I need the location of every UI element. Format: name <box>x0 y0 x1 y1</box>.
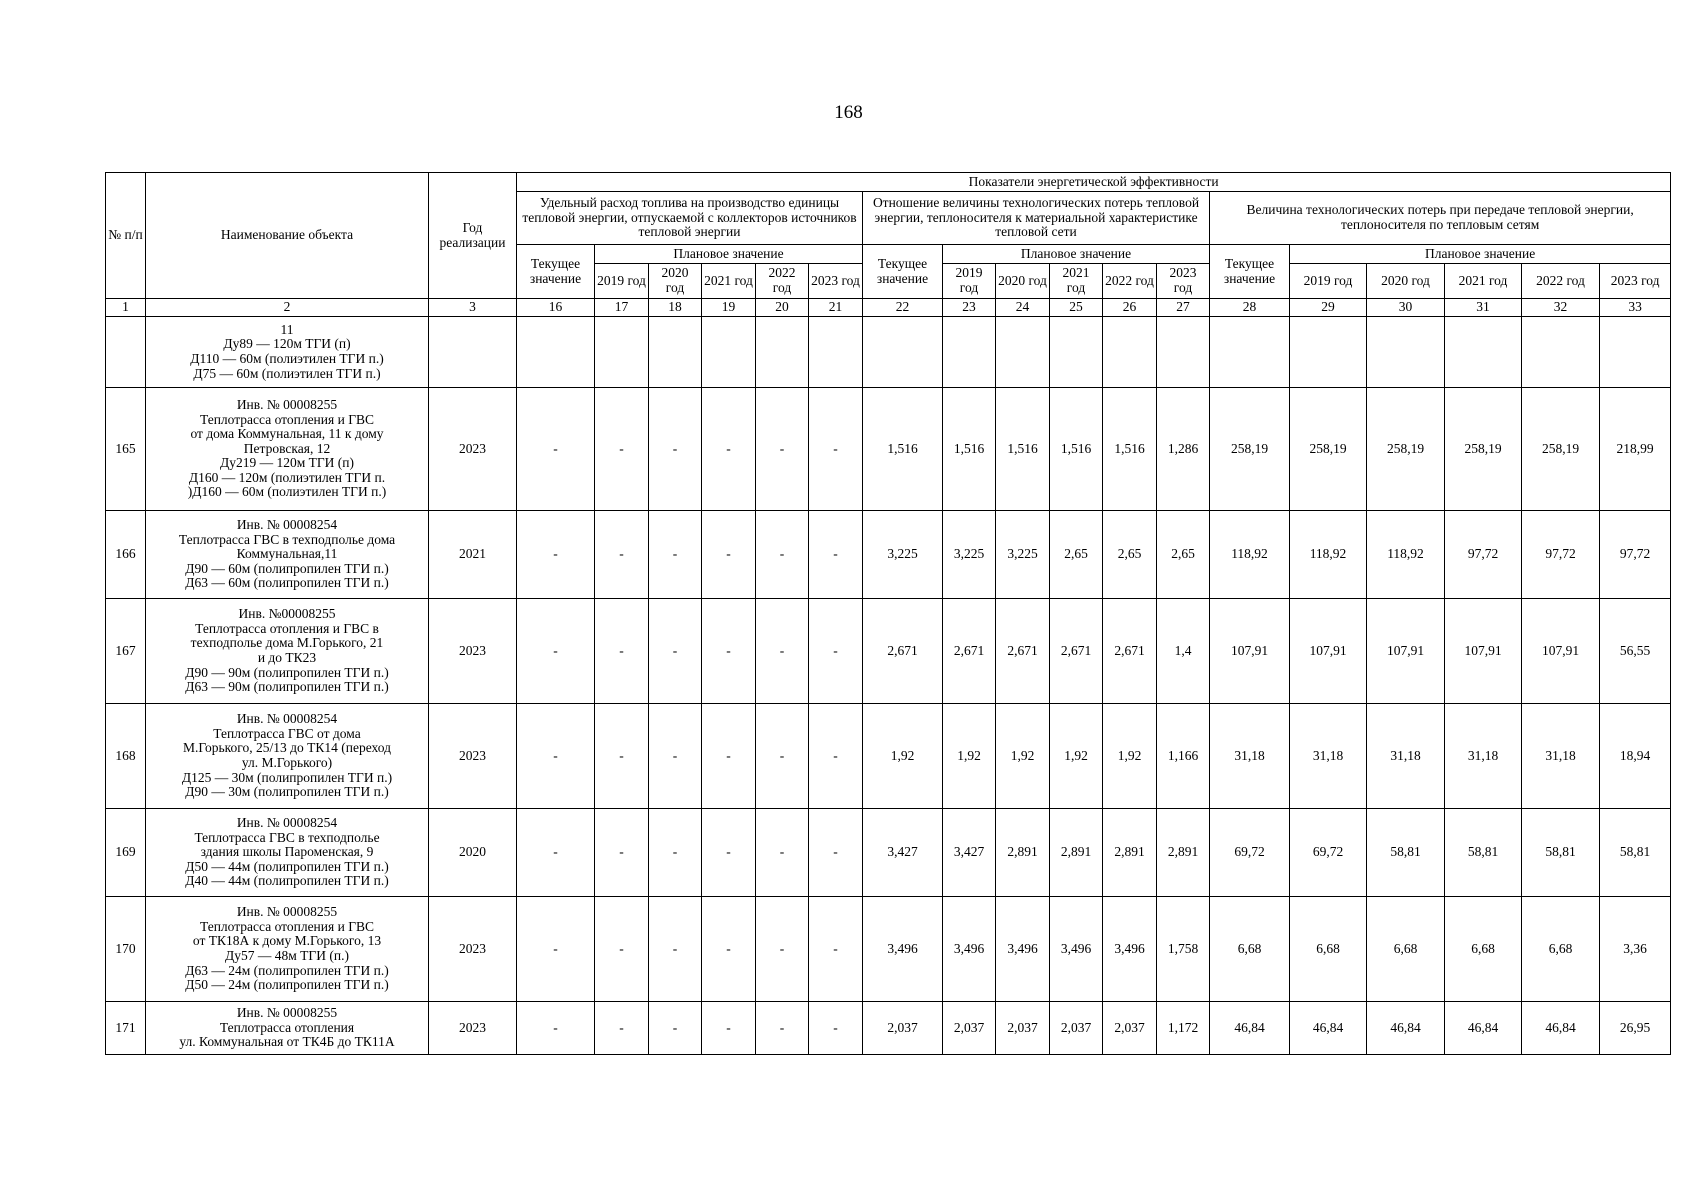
object-name-line: Теплотрасса ГВС от дома <box>213 725 361 741</box>
object-name-line: Теплотрасса отопления и ГВС <box>199 918 375 934</box>
indicator-value <box>809 317 863 388</box>
header-year-col: 2021 год <box>1445 264 1522 299</box>
indicator-value: 107,91 <box>1367 599 1445 704</box>
indicator-value: 31,18 <box>1445 704 1522 809</box>
realization-year: 2023 <box>429 1002 517 1055</box>
indicator-value <box>1445 317 1522 388</box>
indicator-value: 3,427 <box>863 809 943 897</box>
indicator-value: 3,36 <box>1600 897 1671 1002</box>
object-name-line: ул. Коммунальная от ТК4Б до ТК11А <box>179 1034 395 1050</box>
column-number: 3 <box>429 299 517 317</box>
indicator-value: - <box>649 809 702 897</box>
indicator-value: 6,68 <box>1445 897 1522 1002</box>
indicator-value: 1,92 <box>996 704 1050 809</box>
header-year: Год реализации <box>429 173 517 299</box>
indicator-value: 58,81 <box>1522 809 1600 897</box>
indicator-value: 58,81 <box>1445 809 1522 897</box>
indicator-value: 118,92 <box>1367 511 1445 599</box>
row-number: 171 <box>106 1002 146 1055</box>
object-name-line: Д63 — 60м (полипропилен ТГИ п.) <box>185 575 389 591</box>
row-number: 169 <box>106 809 146 897</box>
energy-efficiency-table <box>105 172 1671 1055</box>
indicator-value: 97,72 <box>1445 511 1522 599</box>
indicator-value: 6,68 <box>1210 897 1290 1002</box>
indicator-value: 56,55 <box>1600 599 1671 704</box>
indicator-value: 31,18 <box>1290 704 1367 809</box>
row-number: 170 <box>106 897 146 1002</box>
indicator-value <box>1290 317 1367 388</box>
column-number: 24 <box>996 299 1050 317</box>
column-number-row <box>106 299 1671 317</box>
indicator-value: 2,671 <box>943 599 996 704</box>
column-number: 32 <box>1522 299 1600 317</box>
header-year-col: 2020 год <box>649 264 702 299</box>
indicator-value: - <box>595 704 649 809</box>
indicator-value <box>595 317 649 388</box>
indicator-value: - <box>756 1002 809 1055</box>
indicator-value: - <box>702 1002 756 1055</box>
header-year-col: 2022 год <box>756 264 809 299</box>
indicator-value <box>649 317 702 388</box>
object-name-line: Д63 — 90м (полипропилен ТГИ п.) <box>185 679 389 695</box>
indicator-value: - <box>702 704 756 809</box>
object-name <box>146 1002 429 1055</box>
object-name-line: Д75 — 60м (полиэтилен ТГИ п.) <box>193 365 381 381</box>
indicator-value: 46,84 <box>1367 1002 1445 1055</box>
indicator-value <box>1522 317 1600 388</box>
indicator-value: 1,4 <box>1157 599 1210 704</box>
indicator-value: 107,91 <box>1522 599 1600 704</box>
indicator-value: - <box>702 388 756 511</box>
indicator-value: 2,671 <box>863 599 943 704</box>
indicator-value: - <box>756 599 809 704</box>
row-number: 167 <box>106 599 146 704</box>
realization-year: 2021 <box>429 511 517 599</box>
table-row <box>106 388 1671 511</box>
indicator-value: 58,81 <box>1600 809 1671 897</box>
object-name-line: Коммунальная,11 <box>236 546 338 562</box>
object-name-line: М.Горького, 25/13 до ТК14 (переход <box>183 740 391 756</box>
indicator-value: - <box>756 511 809 599</box>
header-year-col: 2019 год <box>1290 264 1367 299</box>
indicator-value: 31,18 <box>1367 704 1445 809</box>
indicator-value: 1,92 <box>863 704 943 809</box>
indicator-value: 18,94 <box>1600 704 1671 809</box>
object-name-line: Д50 — 24м (полипропилен ТГИ п.) <box>185 977 389 993</box>
object-name-line: и до ТК23 <box>257 650 317 665</box>
header-year-col: 2023 год <box>809 264 863 299</box>
indicator-value: 1,172 <box>1157 1002 1210 1055</box>
indicator-value <box>702 317 756 388</box>
row-number: 166 <box>106 511 146 599</box>
object-name <box>146 511 429 599</box>
indicator-value: - <box>702 511 756 599</box>
header-current: Текущее значение <box>863 245 943 299</box>
indicator-value: - <box>809 704 863 809</box>
indicator-value: - <box>595 1002 649 1055</box>
indicator-value: - <box>756 388 809 511</box>
object-name-line: Инв. №00008255 <box>238 606 336 622</box>
indicator-value: - <box>809 388 863 511</box>
indicator-value: - <box>595 388 649 511</box>
column-number: 18 <box>649 299 702 317</box>
indicator-value: 46,84 <box>1522 1002 1600 1055</box>
header-year-col: 2020 год <box>1367 264 1445 299</box>
object-name <box>146 704 429 809</box>
object-name-line: Теплотрасса отопления <box>219 1019 355 1035</box>
indicator-value: - <box>517 897 595 1002</box>
indicator-value: - <box>517 809 595 897</box>
indicator-value: - <box>649 1002 702 1055</box>
indicator-value: 258,19 <box>1522 388 1600 511</box>
row-number: 168 <box>106 704 146 809</box>
indicator-value <box>1210 317 1290 388</box>
indicator-value <box>517 317 595 388</box>
indicator-value: 258,19 <box>1210 388 1290 511</box>
indicator-value: 2,891 <box>996 809 1050 897</box>
indicator-value: 3,225 <box>863 511 943 599</box>
column-number: 21 <box>809 299 863 317</box>
object-name-line: Инв. № 00008254 <box>236 815 338 831</box>
column-number: 27 <box>1157 299 1210 317</box>
indicator-value <box>1157 317 1210 388</box>
indicator-value: - <box>517 388 595 511</box>
table-row <box>106 511 1671 599</box>
indicator-value: - <box>649 511 702 599</box>
indicator-value: 118,92 <box>1290 511 1367 599</box>
indicator-value: 1,758 <box>1157 897 1210 1002</box>
column-number: 25 <box>1050 299 1103 317</box>
column-number: 26 <box>1103 299 1157 317</box>
indicator-value: 2,037 <box>863 1002 943 1055</box>
object-name-line: от ТК18А к дому М.Горького, 13 <box>192 933 382 949</box>
object-name-line: Д40 — 44м (полипропилен ТГИ п.) <box>185 873 389 889</box>
header-year-col: 2019 год <box>595 264 649 299</box>
object-name-line: Ду89 — 120м ТГИ (п) <box>223 336 351 352</box>
object-name-line: Д90 — 90м (полипропилен ТГИ п.) <box>185 664 389 680</box>
indicator-value: 1,92 <box>1050 704 1103 809</box>
indicator-value: - <box>756 809 809 897</box>
indicator-value: 1,166 <box>1157 704 1210 809</box>
indicator-value: - <box>809 511 863 599</box>
column-number: 28 <box>1210 299 1290 317</box>
table-row <box>106 1002 1671 1055</box>
indicator-value: 1,516 <box>1103 388 1157 511</box>
indicator-value: - <box>756 897 809 1002</box>
indicator-value: 97,72 <box>1522 511 1600 599</box>
indicator-value: 107,91 <box>1445 599 1522 704</box>
column-number: 19 <box>702 299 756 317</box>
header-group-loss-value: Величина технологических потерь при передаче тепловой энергии, теплоносителя по тепловым сетям <box>1210 192 1671 245</box>
object-name-line: Теплотрасса отопления и ГВС в <box>195 620 379 636</box>
realization-year: 2023 <box>429 388 517 511</box>
indicator-value: 2,65 <box>1050 511 1103 599</box>
column-number: 22 <box>863 299 943 317</box>
indicator-value: 1,516 <box>996 388 1050 511</box>
object-name-line: техподполье дома М.Горького, 21 <box>190 635 384 651</box>
header-name: Наименование объекта <box>146 173 429 299</box>
indicator-value: 107,91 <box>1210 599 1290 704</box>
header-group-loss-ratio: Отношение величины технологических потерь тепловой энергии, теплоносителя к материальной характеристике тепловой сети <box>863 192 1210 245</box>
object-name-line: Д90 — 60м (полипропилен ТГИ п.) <box>185 560 389 576</box>
indicator-value: 3,427 <box>943 809 996 897</box>
object-name-line: Ду219 — 120м ТГИ (п) <box>219 455 355 471</box>
indicator-value: 2,671 <box>1050 599 1103 704</box>
realization-year: 2023 <box>429 704 517 809</box>
indicator-value: 69,72 <box>1290 809 1367 897</box>
object-name-line: Инв. № 00008254 <box>236 517 338 533</box>
indicator-value: - <box>649 599 702 704</box>
column-number: 31 <box>1445 299 1522 317</box>
indicator-value <box>1367 317 1445 388</box>
indicator-value <box>943 317 996 388</box>
column-number: 1 <box>106 299 146 317</box>
header-group-title: Показатели энергетической эффективности <box>517 173 1671 192</box>
indicator-value: - <box>595 599 649 704</box>
object-name-line: Д50 — 44м (полипропилен ТГИ п.) <box>185 858 389 874</box>
object-name-line: Д90 — 30м (полипропилен ТГИ п.) <box>185 784 389 800</box>
header-current: Текущее значение <box>1210 245 1290 299</box>
page-number: 168 <box>834 102 863 123</box>
indicator-value: 1,516 <box>863 388 943 511</box>
header-year-col: 2020 год <box>996 264 1050 299</box>
indicator-value: 3,225 <box>943 511 996 599</box>
header-num: № п/п <box>106 173 146 299</box>
object-name <box>146 317 429 388</box>
indicator-value: 2,037 <box>1050 1002 1103 1055</box>
column-number: 30 <box>1367 299 1445 317</box>
indicator-value: 258,19 <box>1367 388 1445 511</box>
indicator-value: 218,99 <box>1600 388 1671 511</box>
table-row <box>106 599 1671 704</box>
object-name-line: Д110 — 60м (полиэтилен ТГИ п.) <box>190 351 384 366</box>
indicator-value: 31,18 <box>1522 704 1600 809</box>
indicator-value: - <box>702 809 756 897</box>
indicator-value: 2,037 <box>1103 1002 1157 1055</box>
realization-year: 2020 <box>429 809 517 897</box>
table-body <box>106 299 1671 1055</box>
row-number <box>106 317 146 388</box>
indicator-value: 3,496 <box>1103 897 1157 1002</box>
header-year-col: 2023 год <box>1600 264 1671 299</box>
object-name-line: Д125 — 30м (полипропилен ТГИ п.) <box>181 769 393 785</box>
indicator-value: 2,65 <box>1157 511 1210 599</box>
header-year-col: 2021 год <box>1050 264 1103 299</box>
indicator-value: 46,84 <box>1445 1002 1522 1055</box>
indicator-value: 46,84 <box>1290 1002 1367 1055</box>
indicator-value: 1,286 <box>1157 388 1210 511</box>
indicator-value: - <box>517 1002 595 1055</box>
column-number: 2 <box>146 299 429 317</box>
indicator-value: - <box>595 511 649 599</box>
indicator-value: 2,891 <box>1050 809 1103 897</box>
indicator-value: 6,68 <box>1367 897 1445 1002</box>
table-row <box>106 809 1671 897</box>
indicator-value: 2,891 <box>1157 809 1210 897</box>
indicator-value <box>756 317 809 388</box>
indicator-value: - <box>595 809 649 897</box>
realization-year: 2023 <box>429 599 517 704</box>
indicator-value: - <box>809 599 863 704</box>
indicator-value: - <box>517 511 595 599</box>
object-name <box>146 599 429 704</box>
object-name-line: Теплотрасса ГВС в техподполье <box>194 829 380 845</box>
indicator-value: 118,92 <box>1210 511 1290 599</box>
column-number: 29 <box>1290 299 1367 317</box>
indicator-value: 97,72 <box>1600 511 1671 599</box>
object-name-line: Д63 — 24м (полипропилен ТГИ п.) <box>185 962 389 978</box>
object-name <box>146 897 429 1002</box>
indicator-value: 3,225 <box>996 511 1050 599</box>
indicator-value: - <box>809 897 863 1002</box>
header-current: Текущее значение <box>517 245 595 299</box>
table-row <box>106 897 1671 1002</box>
table-header <box>106 173 1671 299</box>
indicator-value: - <box>809 1002 863 1055</box>
object-name <box>146 809 429 897</box>
object-name-line: Петровская, 12 <box>243 440 331 456</box>
indicator-value: - <box>649 897 702 1002</box>
object-name-line: ул. М.Горького) <box>241 755 333 770</box>
indicator-value <box>1600 317 1671 388</box>
indicator-value: - <box>756 704 809 809</box>
object-name-line: Теплотрасса отопления и ГВС <box>199 411 375 427</box>
indicator-value: - <box>649 704 702 809</box>
indicator-value: 26,95 <box>1600 1002 1671 1055</box>
realization-year <box>429 317 517 388</box>
object-name-line: 11 <box>280 321 294 337</box>
indicator-value: 46,84 <box>1210 1002 1290 1055</box>
indicator-value: 2,037 <box>943 1002 996 1055</box>
header-year-col: 2021 год <box>702 264 756 299</box>
object-name-line: )Д160 — 60м (полиэтилен ТГИ п.) <box>187 484 387 500</box>
header-planned: Плановое значение <box>943 245 1210 264</box>
indicator-value: - <box>809 809 863 897</box>
indicator-value: 3,496 <box>943 897 996 1002</box>
object-name-line: Инв. № 00008255 <box>236 396 338 412</box>
header-year-col: 2023 год <box>1157 264 1210 299</box>
indicator-value: 31,18 <box>1210 704 1290 809</box>
table-row <box>106 317 1671 388</box>
column-number: 20 <box>756 299 809 317</box>
indicator-value: 258,19 <box>1445 388 1522 511</box>
column-number: 23 <box>943 299 996 317</box>
object-name-line: здания школы Пароменская, 9 <box>200 844 374 860</box>
indicator-value: 6,68 <box>1522 897 1600 1002</box>
object-name-line: Инв. № 00008255 <box>236 1005 338 1021</box>
indicator-value: - <box>702 897 756 1002</box>
column-number: 17 <box>595 299 649 317</box>
indicator-value: 3,496 <box>1050 897 1103 1002</box>
indicator-value: 3,496 <box>996 897 1050 1002</box>
object-name-line: Теплотрасса ГВС в техподполье дома <box>178 531 396 547</box>
indicator-value: 1,92 <box>943 704 996 809</box>
indicator-value: - <box>517 599 595 704</box>
indicator-value: 1,92 <box>1103 704 1157 809</box>
indicator-value <box>1103 317 1157 388</box>
object-name-line: Ду57 — 48м ТГИ (п.) <box>225 948 349 963</box>
column-number: 33 <box>1600 299 1671 317</box>
header-group-fuel: Удельный расход топлива на производство единицы тепловой энергии, отпускаемой с коллекторов источников тепловой энергии <box>517 192 863 245</box>
indicator-value: 58,81 <box>1367 809 1445 897</box>
object-name-line: Инв. № 00008254 <box>236 711 338 727</box>
indicator-value: - <box>649 388 702 511</box>
header-year-col: 2022 год <box>1522 264 1600 299</box>
table-row <box>106 704 1671 809</box>
indicator-value: 2,65 <box>1103 511 1157 599</box>
indicator-value: 69,72 <box>1210 809 1290 897</box>
header-year-col: 2019 год <box>943 264 996 299</box>
indicator-value: 1,516 <box>1050 388 1103 511</box>
indicator-value: 258,19 <box>1290 388 1367 511</box>
indicator-value: 2,671 <box>1103 599 1157 704</box>
object-name <box>146 388 429 511</box>
row-number: 165 <box>106 388 146 511</box>
indicator-value: 2,891 <box>1103 809 1157 897</box>
header-year-col: 2022 год <box>1103 264 1157 299</box>
indicator-value: 6,68 <box>1290 897 1367 1002</box>
object-name-line: от дома Коммунальная, 11 к дому <box>190 426 384 442</box>
realization-year: 2023 <box>429 897 517 1002</box>
indicator-value: 2,671 <box>996 599 1050 704</box>
indicator-value: - <box>517 704 595 809</box>
header-planned: Плановое значение <box>595 245 863 264</box>
indicator-value: 2,037 <box>996 1002 1050 1055</box>
indicator-value: 1,516 <box>943 388 996 511</box>
object-name-line: Д160 — 120м (полиэтилен ТГИ п. <box>188 469 386 485</box>
object-name-line: Инв. № 00008255 <box>236 904 338 920</box>
indicator-value: 3,496 <box>863 897 943 1002</box>
indicator-value <box>863 317 943 388</box>
indicator-value <box>1050 317 1103 388</box>
indicator-value <box>996 317 1050 388</box>
column-number: 16 <box>517 299 595 317</box>
header-planned: Плановое значение <box>1290 245 1671 264</box>
indicator-value: - <box>595 897 649 1002</box>
indicator-value: - <box>702 599 756 704</box>
indicator-value: 107,91 <box>1290 599 1367 704</box>
